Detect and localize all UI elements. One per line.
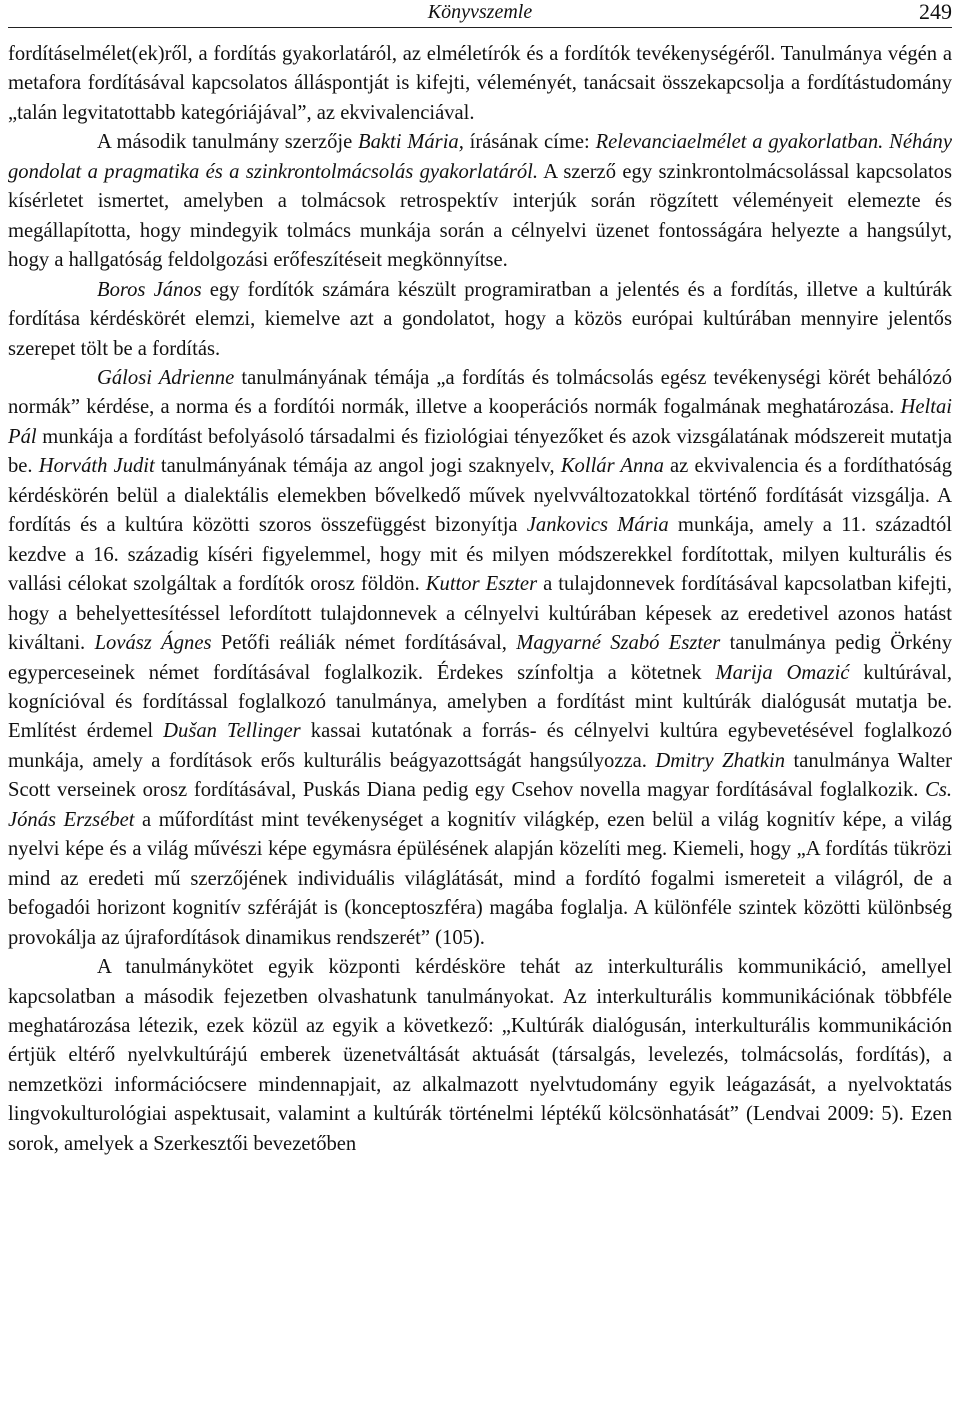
italic-name-run: Magyarné Szabó Eszter: [516, 632, 721, 655]
italic-name-run: Dušan Tellinger: [163, 720, 301, 743]
text-run: egy fordítók számára készült programiratban a jelentés és a fordítás, illetve a kultúrák fordítása kérdéskörét elemzi, kiemelve azt a gondolatot, hogy a közös európai kultúrában mennyire jelentős szerepet tölt be a fordítás.: [8, 278, 952, 360]
italic-name-run: Cs. Jónás Erzsébet: [8, 779, 952, 831]
italic-name-run: Jankovics Mária: [526, 514, 669, 537]
text-run: Petőfi reáliák német fordításával,: [211, 632, 517, 655]
text-run: kultúrával, kognícióval és fordítással foglalkozó tanulmánya, amelyben a fordítást mint kultúrák dialógusát mutatja be. Említést érdemel: [8, 661, 952, 743]
text-run: a tulajdonnevek fordításával kapcsolatban kifejti, hogy a behelyettesítéssel lefordított tulajdonnevek a célnyelvi kultúrában képesek az eredetivel azonos hatást kiváltani.: [8, 573, 952, 655]
italic-name-run: Marija Omazić: [715, 661, 850, 684]
text-run: tanulmánya Walter Scott verseinek orosz fordításával, Puskás Diana pedig egy Csehov novella magyar fordításával foglalkozik.: [8, 749, 953, 802]
italic-name-run: Kuttor Eszter: [425, 573, 538, 596]
review-body-text: [8, 40, 952, 1159]
text-run: A tanulmánykötet egyik központi kérdésköre tehát az interkulturális kommunikáció, amellyel kapcsolatban a második fejezetben olvashatunk tanulmányokat. Az interkulturális kommunikációnak többféle meghatározása létezik, ezek közül az egyik a következő: „Kultúrák dialógusán, interkulturális kommunikáción értjük eltérő nyelvkultúrájú emberek üzenetváltását aktuását (társalgás, levelezés, tolmácsolás, fordítás), a nemzetközi információcsere mindennapjait, az alkalmazott nyelvtudomány egyik leágazását, a nyelvoktatás lingvokulturológiai aspektusait, valamint a kultúrák történelmi léptékű kölcsönhatását” (Lendvai 2009: 5). Ezen sorok, amelyek a Szerkesztői bevezetőben: [8, 956, 952, 1155]
text-run: fordításelmélet(ek)ről, a fordítás gyakorlatáról, az elméletírók és a fordítók tevékenységéről. Tanulmánya végén a metafora fordításával kapcsolatos álláspontját is kifejti, véleményét, tanácsait összekapcsolja a fordítástudomány „talán legvitatottabb kategóriájával”, az ekvivalenciával.: [8, 43, 952, 124]
paragraph: [8, 40, 952, 128]
text-run: A szerző egy szinkrontolmácsolással kapcsolatos kísérletet ismertet, amelyben a tolmácsok retrospektív interjúk során rögzített véleményeit elemezte és megállapította, hogy mindegyik tolmács munkája során a célnyelvi üzenet fontosságára helyezte a hangsúlyt, hogy a hallgatóság feldolgozási erőfeszítéseit megkönnyítse.: [8, 160, 952, 272]
text-run: kassai kutatónak a forrás- és célnyelvi kultúra egybevetésével foglalkozó munkája, amely a fordítások erős kulturális beágyazottságát hangsúlyozza.: [8, 720, 952, 772]
text-run: tanulmányának témája az angol jogi szaknyelv,: [154, 455, 561, 478]
italic-name-run: Bakti Mária,: [358, 131, 464, 154]
text-run: az ekvivalencia és a fordíthatóság kérdéskörén belül a dialektális elemekben bővelkedő művek nyelvváltozatokkal történő fordítását vizsgálja. A fordítás és a kultúra közötti szoros összefüggést bizonyítja: [8, 455, 952, 537]
page-number: 249: [919, 0, 952, 24]
text-run: írásának címe:: [463, 131, 596, 154]
paragraph: [8, 276, 952, 364]
text-run: munkája, amely a 11. századtól kezdve a 16. századig kíséri figyelemmel, hogy mit és milyen módszerekkel fordítottak, milyen kulturális és vallási célokat szolgáltak a fordítók orosz földön.: [8, 514, 952, 596]
text-run: a műfordítást mint tevékenységet a kognitív világkép, ezen belül a világ kognitív képe, a világ nyelvi képe és a világ művészi képe egymásra épülésének alapján közelíti meg. Kiemeli, hogy „A fordítás tükrözi mind az eredeti mű szerzőjének individuális világlátását, mind a fordító fogalmi ismereteit a világról, de a befogadói horizont kognitív szféráját is (konceptoszféra) magába foglalja. A különféle szintek közötti különbség provokálja az újrafordítások dinamikus rendszerét” (105).: [8, 808, 952, 949]
running-title: Könyvszemle: [427, 1, 533, 23]
paragraph: [8, 364, 952, 953]
italic-name-run: Horváth Judit: [38, 455, 155, 478]
text-run: A második tanulmány szerzője: [97, 131, 358, 154]
italic-name-run: Lovász Ágnes: [94, 632, 212, 655]
italic-name-run: Relevanciaelmélet a gyakorlatban. Néhány gondolat a pragmatika és a szinkrontolmácsolás gyakorlatáról.: [8, 131, 952, 183]
italic-name-run: Gálosi Adrienne: [97, 366, 235, 389]
italic-name-run: Boros János: [97, 278, 202, 301]
italic-name-run: Heltai Pál: [8, 396, 952, 448]
text-run: tanulmányának témája „a fordítás és tolmácsolás egész tevékenységi körét behálózó normák” kérdése, a norma és a fordítói normák, illetve a kooperációs normák fogalmának meghatározása.: [8, 366, 953, 419]
text-run: tanulmánya pedig Örkény egyperceseinek német fordításával foglalkozik. Érdekes színfoltja a kötetnek: [8, 632, 952, 684]
italic-name-run: Kollár Anna: [560, 455, 664, 478]
italic-name-run: Dmitry Zhatkin: [655, 749, 786, 772]
page-header: [8, 0, 952, 28]
paragraph: [8, 953, 952, 1159]
paragraph: [8, 128, 952, 275]
text-run: munkája a fordítást befolyásoló társadalmi és fiziológiai tényezőket és azok vizsgálatának módszereit mutatja be.: [8, 425, 952, 478]
